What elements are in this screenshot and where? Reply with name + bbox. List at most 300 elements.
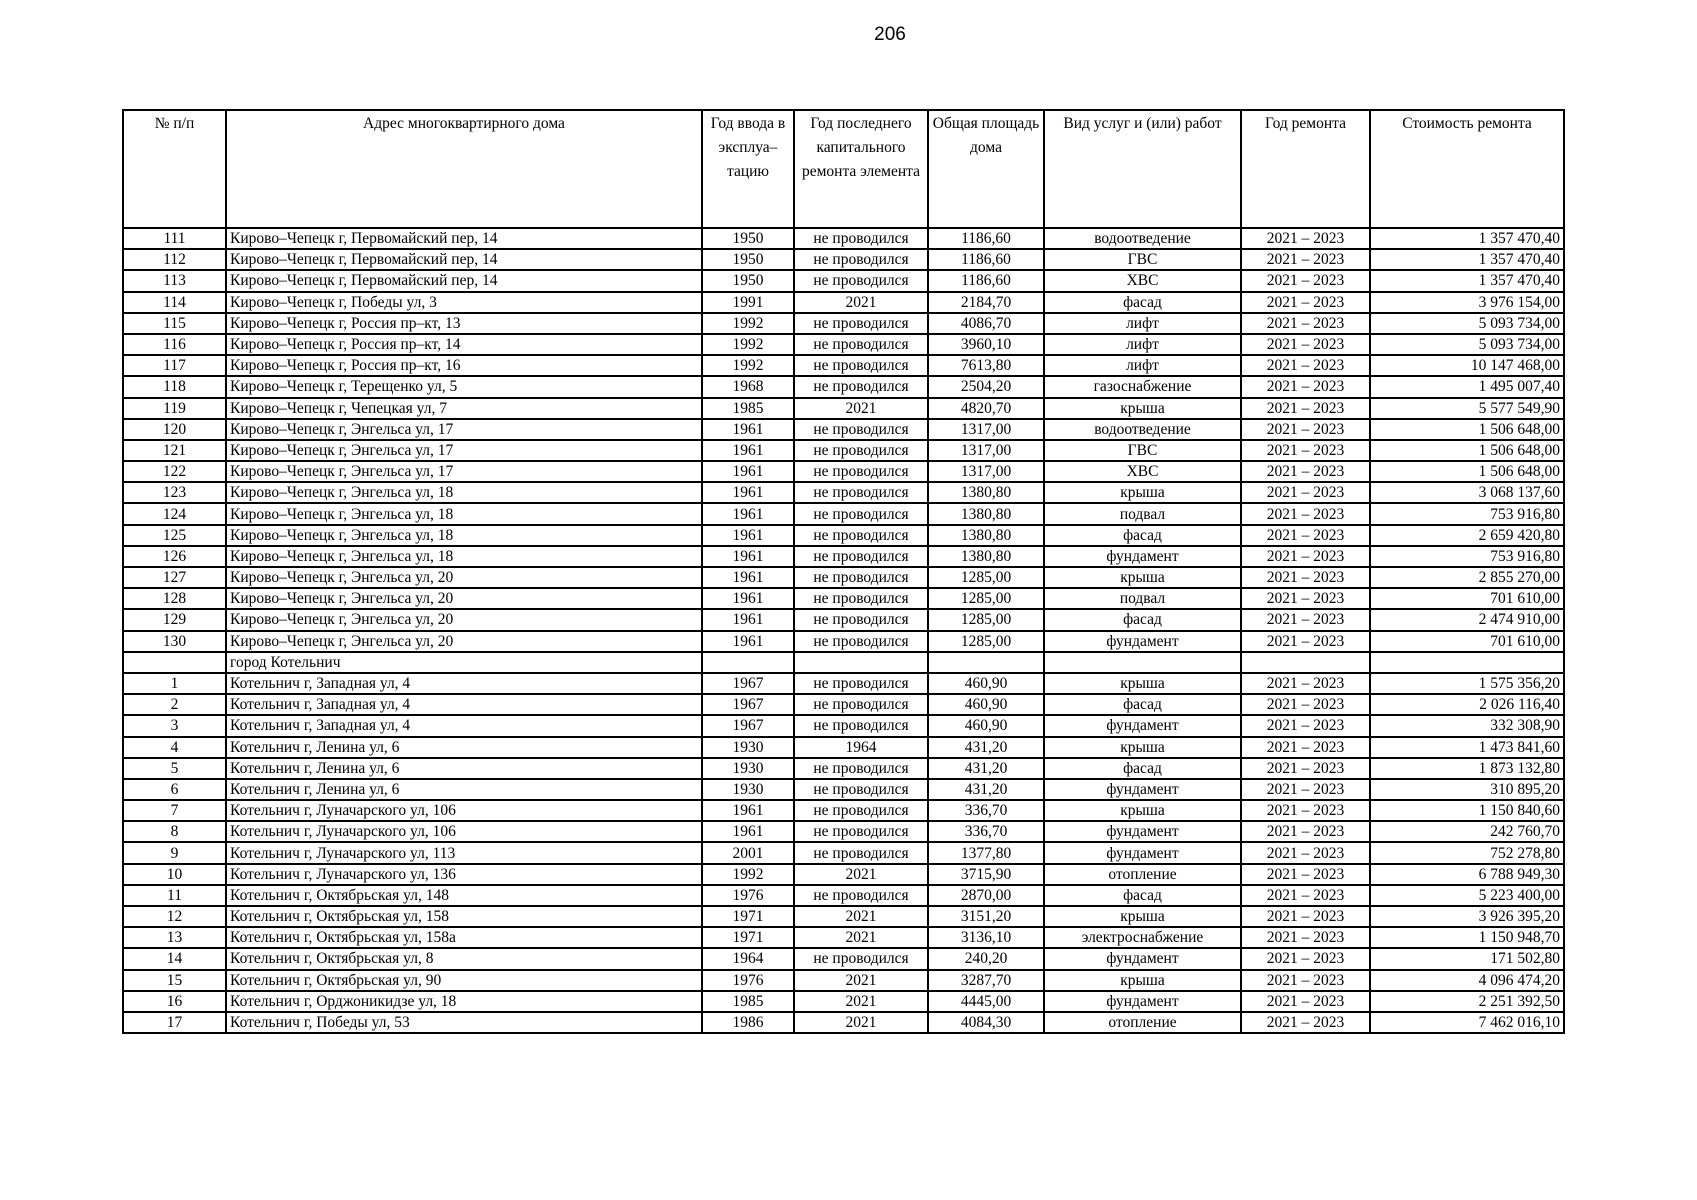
cell-last-repair: не проводился (794, 249, 928, 270)
cell-repair-years: 2021 – 2023 (1241, 694, 1370, 715)
cell-cost: 1 357 470,40 (1370, 228, 1564, 249)
cell-address: Кирово–Чепецк г, Энгельса ул, 17 (226, 461, 702, 482)
cell-year-built: 1991 (702, 292, 794, 313)
cell-repair-years: 2021 – 2023 (1241, 842, 1370, 863)
cell-address: Котельнич г, Западная ул, 4 (226, 715, 702, 736)
cell-last-repair: 2021 (794, 398, 928, 419)
cell-last-repair: не проводился (794, 334, 928, 355)
cell-cost: 1 473 841,60 (1370, 737, 1564, 758)
cell-cost: 2 251 392,50 (1370, 991, 1564, 1012)
table-row (123, 334, 1564, 355)
cell-number: 117 (123, 355, 226, 376)
cell-address: Котельнич г, Победы ул, 53 (226, 1012, 702, 1033)
cell-year-built: 1992 (702, 355, 794, 376)
cell-area: 1317,00 (928, 419, 1044, 440)
cell-year-built: 1964 (702, 948, 794, 969)
cell-work-type: крыша (1044, 482, 1241, 503)
cell-cost: 310 895,20 (1370, 779, 1564, 800)
cell-area: 1186,60 (928, 270, 1044, 291)
cell-address: Котельнич г, Ленина ул, 6 (226, 737, 702, 758)
cell-year-built: 1930 (702, 737, 794, 758)
col-header-year-built: Год ввода в эксплуа–тацию (702, 110, 794, 228)
cell-cost: 5 093 734,00 (1370, 313, 1564, 334)
cell-last-repair: не проводился (794, 842, 928, 863)
cell-address: Кирово–Чепецк г, Энгельса ул, 20 (226, 567, 702, 588)
cell-work-type: газоснабжение (1044, 376, 1241, 397)
cell-address: Кирово–Чепецк г, Россия пр–кт, 14 (226, 334, 702, 355)
cell-area: 2870,00 (928, 885, 1044, 906)
cell-area: 1380,80 (928, 503, 1044, 524)
cell-area: 1317,00 (928, 440, 1044, 461)
table-row (123, 440, 1564, 461)
cell-work-type: ХВС (1044, 461, 1241, 482)
cell-number: 16 (123, 991, 226, 1012)
cell-cost: 3 976 154,00 (1370, 292, 1564, 313)
cell-last-repair: не проводился (794, 885, 928, 906)
cell-last-repair: 2021 (794, 906, 928, 927)
table-row (123, 821, 1564, 842)
cell-number: 121 (123, 440, 226, 461)
cell-repair-years: 2021 – 2023 (1241, 927, 1370, 948)
cell-cost: 5 093 734,00 (1370, 334, 1564, 355)
cell-repair-years: 2021 – 2023 (1241, 525, 1370, 546)
cell-work-type: водоотведение (1044, 419, 1241, 440)
cell-last-repair: не проводился (794, 588, 928, 609)
cell-year-built: 1985 (702, 398, 794, 419)
cell-area: 4086,70 (928, 313, 1044, 334)
cell-number: 2 (123, 694, 226, 715)
cell-address: Котельнич г, Ленина ул, 6 (226, 779, 702, 800)
cell-repair-years: 2021 – 2023 (1241, 567, 1370, 588)
cell-repair-years: 2021 – 2023 (1241, 800, 1370, 821)
cell-repair-years: 2021 – 2023 (1241, 334, 1370, 355)
table-row (123, 588, 1564, 609)
cell-repair-years: 2021 – 2023 (1241, 673, 1370, 694)
cell-last-repair: не проводился (794, 482, 928, 503)
cell-area: 240,20 (928, 948, 1044, 969)
cell-year-built: 1950 (702, 228, 794, 249)
cell-area: 1186,60 (928, 228, 1044, 249)
col-header-number: № п/п (123, 110, 226, 228)
table-body (123, 228, 1564, 1033)
table-row (123, 715, 1564, 736)
cell-number: 8 (123, 821, 226, 842)
cell-cost: 1 495 007,40 (1370, 376, 1564, 397)
cell-repair-years: 2021 – 2023 (1241, 970, 1370, 991)
cell-last-repair: не проводился (794, 758, 928, 779)
col-header-repair-years: Год ремонта (1241, 110, 1370, 228)
col-header-address: Адрес многоквартирного дома (226, 110, 702, 228)
table-row (123, 355, 1564, 376)
cell-year-built: 1971 (702, 906, 794, 927)
cell-year-built: 1961 (702, 567, 794, 588)
cell-address: Котельнич г, Октябрьская ул, 8 (226, 948, 702, 969)
cell-last-repair: 1964 (794, 737, 928, 758)
cell-year-built: 1961 (702, 419, 794, 440)
table-row (123, 313, 1564, 334)
cell-work-type: лифт (1044, 355, 1241, 376)
cell-repair-years: 2021 – 2023 (1241, 313, 1370, 334)
table-row (123, 631, 1564, 652)
cell-repair-years: 2021 – 2023 (1241, 376, 1370, 397)
col-header-area: Общая площадь дома (928, 110, 1044, 228)
cell-cost: 1 506 648,00 (1370, 440, 1564, 461)
cell-work-type: фасад (1044, 292, 1241, 313)
cell-area: 4820,70 (928, 398, 1044, 419)
cell-area: 3960,10 (928, 334, 1044, 355)
empty-cell (928, 652, 1044, 673)
cell-cost: 2 855 270,00 (1370, 567, 1564, 588)
table-row (123, 567, 1564, 588)
cell-cost: 1 150 948,70 (1370, 927, 1564, 948)
cell-last-repair: 2021 (794, 927, 928, 948)
cell-work-type: водоотведение (1044, 228, 1241, 249)
cell-area: 2504,20 (928, 376, 1044, 397)
cell-work-type: крыша (1044, 567, 1241, 588)
cell-address: Кирово–Чепецк г, Энгельса ул, 20 (226, 609, 702, 630)
cell-number: 127 (123, 567, 226, 588)
cell-last-repair: не проводился (794, 715, 928, 736)
cell-cost: 2 026 116,40 (1370, 694, 1564, 715)
cell-area: 1285,00 (928, 609, 1044, 630)
cell-number: 17 (123, 1012, 226, 1033)
cell-repair-years: 2021 – 2023 (1241, 398, 1370, 419)
cell-work-type: крыша (1044, 800, 1241, 821)
table-row (123, 503, 1564, 524)
cell-year-built: 1961 (702, 525, 794, 546)
cell-address: Котельнич г, Октябрьская ул, 148 (226, 885, 702, 906)
cell-number: 128 (123, 588, 226, 609)
table-row (123, 906, 1564, 927)
cell-number: 123 (123, 482, 226, 503)
cell-year-built: 1961 (702, 461, 794, 482)
cell-year-built: 1967 (702, 694, 794, 715)
table-row (123, 525, 1564, 546)
cell-cost: 10 147 468,00 (1370, 355, 1564, 376)
cell-repair-years: 2021 – 2023 (1241, 631, 1370, 652)
cell-number: 12 (123, 906, 226, 927)
cell-repair-years: 2021 – 2023 (1241, 991, 1370, 1012)
cell-year-built: 1968 (702, 376, 794, 397)
empty-cell (702, 652, 794, 673)
cell-last-repair: не проводился (794, 779, 928, 800)
cell-area: 336,70 (928, 800, 1044, 821)
col-header-work-type: Вид услуг и (или) работ (1044, 110, 1241, 228)
cell-cost: 753 916,80 (1370, 503, 1564, 524)
cell-area: 1285,00 (928, 631, 1044, 652)
empty-cell (794, 652, 928, 673)
cell-work-type: фундамент (1044, 631, 1241, 652)
table-row (123, 800, 1564, 821)
cell-last-repair: не проводился (794, 821, 928, 842)
cell-year-built: 1986 (702, 1012, 794, 1033)
cell-cost: 332 308,90 (1370, 715, 1564, 736)
cell-number: 126 (123, 546, 226, 567)
cell-cost: 242 760,70 (1370, 821, 1564, 842)
cell-number: 115 (123, 313, 226, 334)
cell-cost: 4 096 474,20 (1370, 970, 1564, 991)
cell-last-repair: не проводился (794, 673, 928, 694)
empty-cell (1241, 652, 1370, 673)
cell-number: 118 (123, 376, 226, 397)
cell-last-repair: 2021 (794, 292, 928, 313)
cell-year-built: 1961 (702, 631, 794, 652)
cell-cost: 5 223 400,00 (1370, 885, 1564, 906)
cell-cost: 701 610,00 (1370, 631, 1564, 652)
cell-last-repair: не проводился (794, 631, 928, 652)
cell-cost: 5 577 549,90 (1370, 398, 1564, 419)
cell-address: Кирово–Чепецк г, Энгельса ул, 18 (226, 503, 702, 524)
cell-repair-years: 2021 – 2023 (1241, 588, 1370, 609)
cell-year-built: 1930 (702, 779, 794, 800)
cell-address: Котельнич г, Западная ул, 4 (226, 694, 702, 715)
cell-number: 112 (123, 249, 226, 270)
cell-cost: 1 873 132,80 (1370, 758, 1564, 779)
table-row (123, 970, 1564, 991)
cell-area: 1380,80 (928, 525, 1044, 546)
cell-number: 113 (123, 270, 226, 291)
cell-address: Кирово–Чепецк г, Энгельса ул, 18 (226, 482, 702, 503)
cell-year-built: 1992 (702, 313, 794, 334)
cell-repair-years: 2021 – 2023 (1241, 546, 1370, 567)
cell-address: Котельнич г, Октябрьская ул, 158 (226, 906, 702, 927)
cell-last-repair: не проводился (794, 228, 928, 249)
cell-cost: 1 506 648,00 (1370, 461, 1564, 482)
empty-cell (1044, 652, 1241, 673)
cell-area: 1377,80 (928, 842, 1044, 863)
cell-last-repair: не проводился (794, 503, 928, 524)
cell-area: 3715,90 (928, 864, 1044, 885)
cell-work-type: электроснабжение (1044, 927, 1241, 948)
table-row (123, 948, 1564, 969)
cell-number: 130 (123, 631, 226, 652)
cell-repair-years: 2021 – 2023 (1241, 482, 1370, 503)
cell-repair-years: 2021 – 2023 (1241, 461, 1370, 482)
cell-cost: 1 357 470,40 (1370, 249, 1564, 270)
cell-number: 114 (123, 292, 226, 313)
cell-work-type: отопление (1044, 1012, 1241, 1033)
cell-work-type: ГВС (1044, 249, 1241, 270)
cell-area: 336,70 (928, 821, 1044, 842)
cell-year-built: 1961 (702, 588, 794, 609)
cell-work-type: фундамент (1044, 546, 1241, 567)
cell-repair-years: 2021 – 2023 (1241, 292, 1370, 313)
cell-address: Котельнич г, Орджоникидзе ул, 18 (226, 991, 702, 1012)
cell-year-built: 1961 (702, 546, 794, 567)
cell-cost: 753 916,80 (1370, 546, 1564, 567)
cell-number: 13 (123, 927, 226, 948)
cell-cost: 3 926 395,20 (1370, 906, 1564, 927)
cell-work-type: фундамент (1044, 779, 1241, 800)
cell-work-type: фундамент (1044, 715, 1241, 736)
cell-number: 10 (123, 864, 226, 885)
cell-work-type: фундамент (1044, 991, 1241, 1012)
cell-repair-years: 2021 – 2023 (1241, 419, 1370, 440)
cell-number: 120 (123, 419, 226, 440)
cell-area: 431,20 (928, 779, 1044, 800)
cell-work-type: фасад (1044, 885, 1241, 906)
cell-area: 431,20 (928, 737, 1044, 758)
cell-year-built: 1967 (702, 715, 794, 736)
cell-last-repair: не проводился (794, 376, 928, 397)
table-row (123, 228, 1564, 249)
cell-last-repair: 2021 (794, 1012, 928, 1033)
cell-last-repair: 2021 (794, 864, 928, 885)
cell-number: 119 (123, 398, 226, 419)
cell-last-repair: не проводился (794, 270, 928, 291)
cell-area: 1380,80 (928, 482, 1044, 503)
cell-cost: 701 610,00 (1370, 588, 1564, 609)
cell-number: 15 (123, 970, 226, 991)
table-row (123, 758, 1564, 779)
cell-work-type: лифт (1044, 334, 1241, 355)
cell-repair-years: 2021 – 2023 (1241, 270, 1370, 291)
cell-work-type: лифт (1044, 313, 1241, 334)
table-row (123, 546, 1564, 567)
table-row (123, 885, 1564, 906)
col-header-cost: Стоимость ремонта (1370, 110, 1564, 228)
cell-address: Кирово–Чепецк г, Россия пр–кт, 13 (226, 313, 702, 334)
table-row (123, 398, 1564, 419)
cell-area: 1285,00 (928, 588, 1044, 609)
cell-address: Котельнич г, Луначарского ул, 106 (226, 821, 702, 842)
table-row (123, 609, 1564, 630)
cell-number: 7 (123, 800, 226, 821)
cell-area: 1380,80 (928, 546, 1044, 567)
cell-area: 431,20 (928, 758, 1044, 779)
cell-number: 3 (123, 715, 226, 736)
cell-year-built: 1976 (702, 885, 794, 906)
cell-last-repair: не проводился (794, 313, 928, 334)
cell-repair-years: 2021 – 2023 (1241, 355, 1370, 376)
cell-address: Котельнич г, Октябрьская ул, 90 (226, 970, 702, 991)
cell-year-built: 1961 (702, 609, 794, 630)
cell-repair-years: 2021 – 2023 (1241, 758, 1370, 779)
cell-last-repair: не проводился (794, 355, 928, 376)
cell-repair-years: 2021 – 2023 (1241, 715, 1370, 736)
cell-number: 4 (123, 737, 226, 758)
cell-number: 122 (123, 461, 226, 482)
cell-number: 111 (123, 228, 226, 249)
cell-address: Кирово–Чепецк г, Энгельса ул, 17 (226, 419, 702, 440)
cell-repair-years: 2021 – 2023 (1241, 821, 1370, 842)
cell-number: 5 (123, 758, 226, 779)
cell-last-repair: не проводился (794, 525, 928, 546)
cell-repair-years: 2021 – 2023 (1241, 1012, 1370, 1033)
cell-address: Кирово–Чепецк г, Первомайский пер, 14 (226, 228, 702, 249)
cell-area: 3151,20 (928, 906, 1044, 927)
cell-work-type: подвал (1044, 503, 1241, 524)
cell-cost: 1 357 470,40 (1370, 270, 1564, 291)
col-header-last-repair: Год последнего капитального ремонта элемента (794, 110, 928, 228)
cell-repair-years: 2021 – 2023 (1241, 228, 1370, 249)
cell-last-repair: не проводился (794, 694, 928, 715)
cell-area: 7613,80 (928, 355, 1044, 376)
cell-address: Котельнич г, Луначарского ул, 106 (226, 800, 702, 821)
cell-address: Кирово–Чепецк г, Чепецкая ул, 7 (226, 398, 702, 419)
table-row (123, 249, 1564, 270)
cell-number: 9 (123, 842, 226, 863)
cell-number: 125 (123, 525, 226, 546)
cell-area: 460,90 (928, 694, 1044, 715)
page-number: 206 (874, 24, 906, 45)
cell-address: Кирово–Чепецк г, Энгельса ул, 18 (226, 546, 702, 567)
cell-last-repair: не проводился (794, 609, 928, 630)
cell-work-type: фасад (1044, 758, 1241, 779)
cell-address: Кирово–Чепецк г, Энгельса ул, 17 (226, 440, 702, 461)
cell-cost: 1 150 840,60 (1370, 800, 1564, 821)
empty-cell (1370, 652, 1564, 673)
cell-number: 116 (123, 334, 226, 355)
cell-year-built: 1976 (702, 970, 794, 991)
cell-year-built: 1950 (702, 249, 794, 270)
cell-address: Котельнич г, Луначарского ул, 136 (226, 864, 702, 885)
table-row (123, 842, 1564, 863)
section-title: город Котельнич (226, 652, 702, 673)
cell-address: Котельнич г, Октябрьская ул, 158а (226, 927, 702, 948)
cell-number: 14 (123, 948, 226, 969)
cell-repair-years: 2021 – 2023 (1241, 779, 1370, 800)
cell-year-built: 2001 (702, 842, 794, 863)
cell-cost: 1 506 648,00 (1370, 419, 1564, 440)
cell-address: Котельнич г, Ленина ул, 6 (226, 758, 702, 779)
cell-repair-years: 2021 – 2023 (1241, 906, 1370, 927)
cell-repair-years: 2021 – 2023 (1241, 609, 1370, 630)
cell-number: 11 (123, 885, 226, 906)
cell-year-built: 1950 (702, 270, 794, 291)
cell-work-type: фасад (1044, 609, 1241, 630)
cell-last-repair: не проводился (794, 419, 928, 440)
table-row (123, 419, 1564, 440)
table-row (123, 864, 1564, 885)
cell-cost: 6 788 949,30 (1370, 864, 1564, 885)
cell-area: 3287,70 (928, 970, 1044, 991)
cell-last-repair: 2021 (794, 991, 928, 1012)
cell-last-repair: не проводился (794, 800, 928, 821)
cell-last-repair: не проводился (794, 461, 928, 482)
cell-repair-years: 2021 – 2023 (1241, 440, 1370, 461)
table-row (123, 673, 1564, 694)
cell-address: Кирово–Чепецк г, Россия пр–кт, 16 (226, 355, 702, 376)
table-row (123, 927, 1564, 948)
cell-work-type: крыша (1044, 970, 1241, 991)
table-header-row (123, 110, 1564, 228)
cell-year-built: 1985 (702, 991, 794, 1012)
table-row (123, 461, 1564, 482)
cell-cost: 3 068 137,60 (1370, 482, 1564, 503)
cell-year-built: 1967 (702, 673, 794, 694)
cell-cost: 2 474 910,00 (1370, 609, 1564, 630)
table-row (123, 482, 1564, 503)
table-row (123, 1012, 1564, 1033)
cell-work-type: фундамент (1044, 842, 1241, 863)
cell-number: 1 (123, 673, 226, 694)
cell-area: 3136,10 (928, 927, 1044, 948)
cell-work-type: крыша (1044, 673, 1241, 694)
cell-address: Кирово–Чепецк г, Победы ул, 3 (226, 292, 702, 313)
repair-table (122, 109, 1565, 1034)
section-row (123, 652, 1564, 673)
cell-work-type: фундамент (1044, 948, 1241, 969)
cell-year-built: 1961 (702, 800, 794, 821)
cell-year-built: 1992 (702, 864, 794, 885)
cell-year-built: 1971 (702, 927, 794, 948)
cell-number: 124 (123, 503, 226, 524)
cell-address: Кирово–Чепецк г, Первомайский пер, 14 (226, 270, 702, 291)
cell-work-type: подвал (1044, 588, 1241, 609)
cell-year-built: 1961 (702, 821, 794, 842)
cell-last-repair: не проводился (794, 440, 928, 461)
